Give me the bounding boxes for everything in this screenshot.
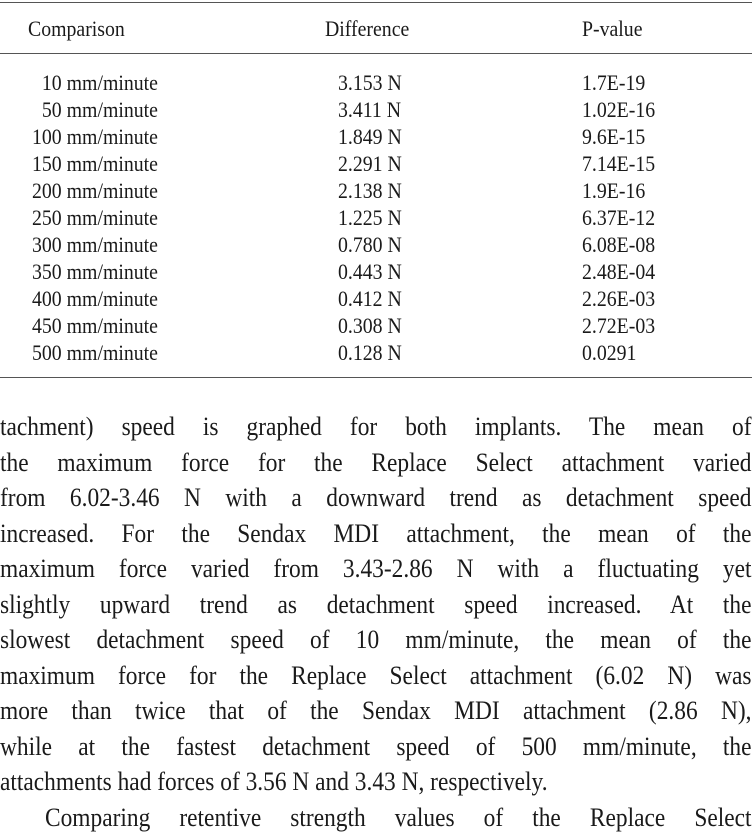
table-cell-comparison: 400 mm/minute — [32, 286, 158, 312]
table-cell-comparison: 450 mm/minute — [32, 313, 158, 339]
header-p-value: P-value — [582, 16, 642, 42]
table-cell-p-value: 2.72E-03 — [582, 313, 655, 339]
table-cell-p-value: 1.9E-16 — [582, 178, 645, 204]
table-cell-difference: 2.291 N — [338, 151, 402, 177]
table-cell-difference: 0.308 N — [338, 313, 402, 339]
text-line: increased. For the Sendax MDI attachment, the mean of the — [0, 516, 752, 552]
table-cell-p-value: 7.14E-15 — [582, 151, 655, 177]
text-line: slowest detachment speed of 10 mm/minute, the mean of the — [0, 622, 752, 658]
table-cell-comparison: 200 mm/minute — [32, 178, 158, 204]
table-cell-p-value: 1.7E-19 — [582, 70, 645, 96]
text-line: maximum force for the Replace Select attachment (6.02 N) was — [0, 658, 752, 694]
table-cell-comparison: 300 mm/minute — [32, 232, 158, 258]
text-line: while at the fastest detachment speed of 500 mm/minute, the — [0, 729, 752, 765]
table-cell-p-value: 2.26E-03 — [582, 286, 655, 312]
table-cell-comparison: 100 mm/minute — [32, 124, 158, 150]
table-cell-comparison: 10 mm/minute — [42, 70, 158, 96]
table-cell-p-value: 2.48E-04 — [582, 259, 655, 285]
table-cell-difference: 2.138 N — [338, 178, 402, 204]
table-cell-p-value: 6.37E-12 — [582, 205, 655, 231]
text-line: tachment) speed is graphed for both implants. The mean of — [0, 409, 752, 445]
table-cell-difference: 0.128 N — [338, 340, 402, 366]
table-header-rule — [0, 53, 752, 54]
table-cell-comparison: 50 mm/minute — [42, 97, 158, 123]
text-line: more than twice that of the Sendax MDI attachment (2.86 N), — [0, 693, 752, 729]
table-cell-difference: 3.411 N — [338, 97, 401, 123]
table-cell-difference: 0.412 N — [338, 286, 402, 312]
text-line: Comparing retentive strength values of the Replace Select — [0, 800, 752, 835]
table-cell-comparison: 500 mm/minute — [32, 340, 158, 366]
table-cell-p-value: 1.02E-16 — [582, 97, 655, 123]
text-line: slightly upward trend as detachment speed increased. At the — [0, 587, 752, 623]
text-line: maximum force varied from 3.43-2.86 N with a fluctuating yet — [0, 551, 752, 587]
table-cell-p-value: 6.08E-08 — [582, 232, 655, 258]
header-comparison: Comparison — [28, 16, 125, 42]
table-top-rule — [0, 2, 752, 3]
text-line: attachments had forces of 3.56 N and 3.43 N, respectively. — [0, 764, 752, 800]
body-paragraph — [0, 409, 752, 835]
table-cell-comparison: 250 mm/minute — [32, 205, 158, 231]
table-cell-difference: 3.153 N — [338, 70, 402, 96]
header-difference: Difference — [325, 16, 409, 42]
table-cell-difference: 1.225 N — [338, 205, 402, 231]
text-line: the maximum force for the Replace Select attachment varied — [0, 445, 752, 481]
table-cell-difference: 0.780 N — [338, 232, 402, 258]
table-cell-comparison: 350 mm/minute — [32, 259, 158, 285]
table-cell-difference: 1.849 N — [338, 124, 402, 150]
table-cell-p-value: 9.6E-15 — [582, 124, 645, 150]
table-bottom-rule — [0, 377, 752, 378]
table-cell-comparison: 150 mm/minute — [32, 151, 158, 177]
table-cell-difference: 0.443 N — [338, 259, 402, 285]
table-cell-p-value: 0.0291 — [582, 340, 636, 366]
text-line: from 6.02-3.46 N with a downward trend as detachment speed — [0, 480, 752, 516]
